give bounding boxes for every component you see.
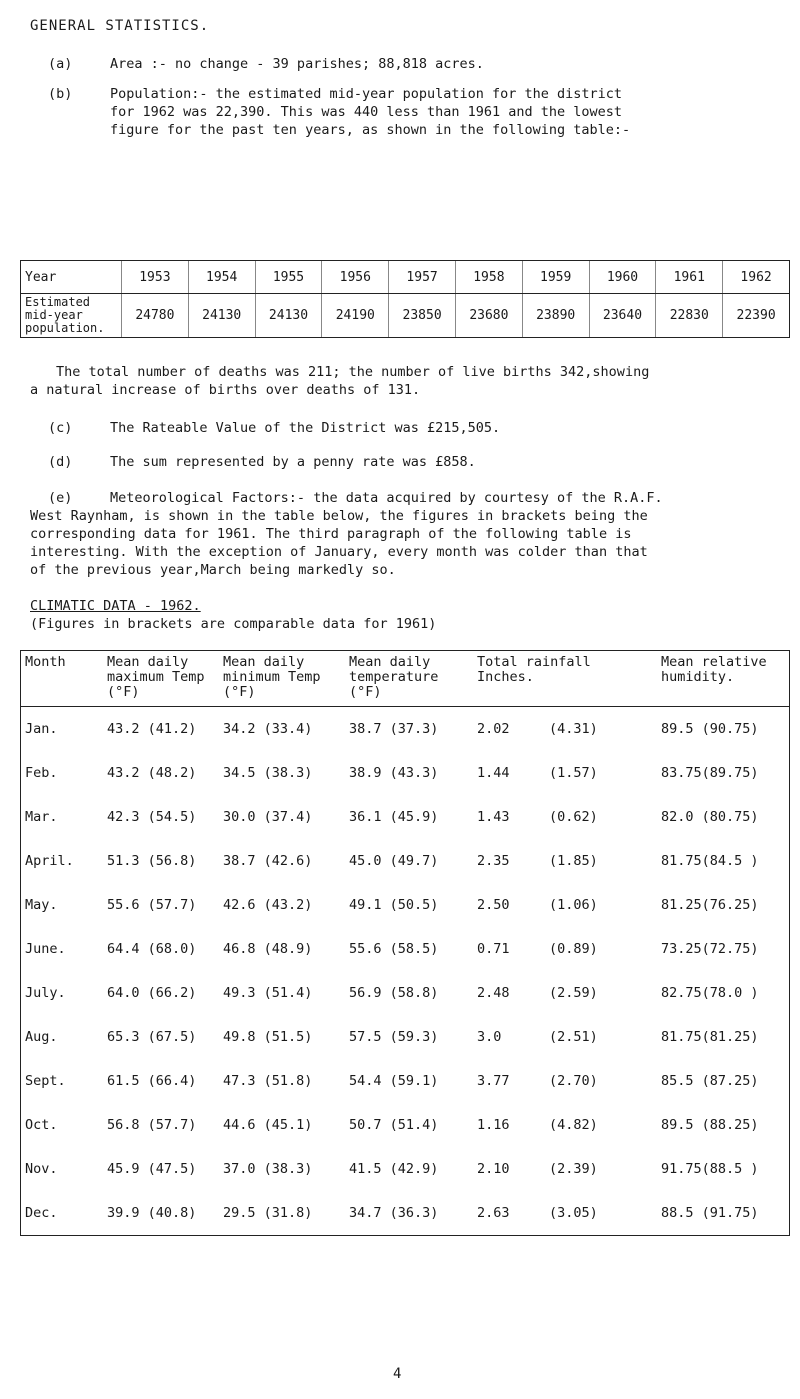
max-temp-cell: 43.2 (48.2) (107, 765, 197, 781)
population-table (20, 260, 790, 338)
mean-temp-cell: 55.6 (58.5) (349, 941, 439, 957)
climatic-row (21, 971, 790, 1015)
mean-temp-cell: 57.5 (59.3) (349, 1029, 439, 1045)
humidity-cell: 73.25(72.75) (657, 927, 790, 971)
rainfall-previous: (2.59) (549, 985, 598, 1001)
year-cell: 1955 (255, 261, 322, 294)
mean-temp-cell: 45.0 (49.7) (349, 853, 439, 869)
min-temp-cell: 37.0 (38.3) (223, 1161, 313, 1177)
min-temp-cell: 44.6 (45.1) (223, 1117, 313, 1133)
humidity-cell: 82.75(78.0 ) (657, 971, 790, 1015)
estimated-label-line: Estimated (25, 295, 91, 309)
item-e-line: Meteorological Factors:- the data acquired by courtesy of the R.A.F. (110, 490, 663, 506)
climatic-row (21, 1015, 790, 1059)
rainfall-cell (473, 795, 657, 839)
rainfall-previous: (0.89) (549, 941, 598, 957)
humidity-cell: 85.5 (87.25) (657, 1059, 790, 1103)
humidity-cell: 89.5 (90.75) (657, 707, 790, 752)
max-temp-cell: 55.6 (57.7) (107, 897, 197, 913)
climatic-row (21, 1191, 790, 1236)
rainfall-cell (473, 839, 657, 883)
max-temp-cell: 64.0 (66.2) (107, 985, 197, 1001)
rainfall-previous: (1.57) (549, 765, 598, 781)
climatic-row (21, 1059, 790, 1103)
climatic-table (20, 650, 790, 1236)
max-temp-cell: 61.5 (66.4) (107, 1073, 197, 1089)
min-temp-cell: 29.5 (31.8) (219, 1191, 345, 1236)
year-cell: 1958 (455, 261, 522, 294)
population-cell: 23680 (455, 294, 522, 338)
humidity-cell: 81.25(76.25) (657, 883, 790, 927)
min-temp-cell: 46.8 (48.9) (223, 941, 313, 957)
year-cell: 1953 (122, 261, 189, 294)
rainfall-previous: (2.39) (549, 1161, 598, 1177)
climatic-row (21, 751, 790, 795)
population-cell: 24130 (188, 294, 255, 338)
header-humidity: Mean relative humidity. (657, 651, 790, 707)
climatic-row (21, 883, 790, 927)
item-c-text: The Rateable Value of the District was £215,505. (110, 420, 501, 436)
year-cell: 1960 (589, 261, 656, 294)
year-label: Year (21, 261, 122, 294)
year-cell: 1959 (522, 261, 589, 294)
month-cell: April. (21, 839, 104, 883)
mean-temp-cell: 54.4 (59.1) (349, 1073, 439, 1089)
rainfall-previous: (3.05) (549, 1205, 598, 1221)
item-b-line: Population:- the estimated mid-year population for the district (110, 86, 623, 102)
mean-temp-cell: 41.5 (42.9) (349, 1161, 439, 1177)
deaths-line: The total number of deaths was 211; the number of live births 342,showing (56, 364, 650, 380)
rainfall-previous: (2.70) (549, 1073, 598, 1089)
item-b-label: (b) (48, 86, 73, 102)
humidity-cell: 82.0 (80.75) (657, 795, 790, 839)
mean-temp-cell: 38.9 (43.3) (349, 765, 439, 781)
rainfall-value: 3.0 (477, 1029, 502, 1045)
climatic-row (21, 795, 790, 839)
max-temp-cell: 45.9 (47.5) (107, 1161, 197, 1177)
month-cell: May. (21, 883, 104, 927)
max-temp-cell: 43.2 (41.2) (107, 721, 197, 737)
estimated-label-line: mid-year (25, 308, 83, 322)
climatic-body (21, 707, 790, 1236)
climatic-subtitle: (Figures in brackets are comparable data for 1961) (30, 616, 437, 632)
climatic-row (21, 1147, 790, 1191)
climatic-title: CLIMATIC DATA - 1962. (30, 598, 201, 614)
rainfall-cell (473, 1147, 657, 1191)
rainfall-value: 2.02 (477, 721, 510, 737)
rainfall-value: 1.43 (477, 809, 510, 825)
item-e-label: (e) (48, 490, 73, 506)
year-cell: 1954 (188, 261, 255, 294)
item-e-line: interesting. With the exception of January, every month was colder than that (30, 544, 648, 560)
min-temp-cell: 42.6 (43.2) (223, 897, 313, 913)
climatic-header-row (21, 651, 790, 707)
climatic-row (21, 707, 790, 752)
population-cell: 24190 (322, 294, 389, 338)
rainfall-value: 3.77 (477, 1073, 510, 1089)
humidity-cell: 88.5 (91.75) (657, 1191, 790, 1236)
year-cell: 1961 (656, 261, 723, 294)
page-number: 4 (393, 1366, 402, 1382)
humidity-cell: 81.75(84.5 ) (657, 839, 790, 883)
humidity-cell: 91.75(88.5 ) (657, 1147, 790, 1191)
population-cell: 24130 (255, 294, 322, 338)
humidity-cell: 89.5 (88.25) (657, 1103, 790, 1147)
month-cell: June. (21, 927, 104, 971)
item-e-line: corresponding data for 1961. The third paragraph of the following table is (30, 526, 632, 542)
rainfall-previous: (4.31) (549, 721, 598, 737)
climatic-row (21, 927, 790, 971)
month-cell: Jan. (21, 707, 104, 752)
item-a-label: (a) (48, 56, 73, 72)
estimated-label (21, 294, 122, 338)
rainfall-value: 2.48 (477, 985, 510, 1001)
item-e-line: of the previous year,March being markedly so. (30, 562, 396, 578)
year-cell: 1956 (322, 261, 389, 294)
population-cell: 24780 (122, 294, 189, 338)
humidity-cell: 81.75(81.25) (657, 1015, 790, 1059)
max-temp-cell: 51.3 (56.8) (107, 853, 197, 869)
rainfall-value: 2.63 (477, 1205, 510, 1221)
mean-temp-cell: 56.9 (58.8) (349, 985, 439, 1001)
month-cell: July. (21, 971, 104, 1015)
item-c-label: (c) (48, 420, 73, 436)
climatic-row (21, 1103, 790, 1147)
rainfall-previous: (1.85) (549, 853, 598, 869)
year-cell: 1962 (723, 261, 790, 294)
min-temp-cell: 47.3 (51.8) (223, 1073, 313, 1089)
rainfall-cell (473, 1191, 657, 1236)
item-a-text: Area :- no change - 39 parishes; 88,818 acres. (110, 56, 484, 72)
year-cell: 1957 (389, 261, 456, 294)
rainfall-value: 1.44 (477, 765, 510, 781)
mean-temp-cell: 49.1 (50.5) (349, 897, 439, 913)
rainfall-cell (473, 1059, 657, 1103)
min-temp-cell: 38.7 (42.6) (223, 853, 313, 869)
rainfall-cell (473, 927, 657, 971)
population-cell: 22390 (723, 294, 790, 338)
header-min: Mean daily minimum Temp (°F) (219, 651, 345, 707)
population-value-row (21, 294, 790, 338)
rainfall-previous: (2.51) (549, 1029, 598, 1045)
rainfall-value: 0.71 (477, 941, 510, 957)
mean-temp-cell: 36.1 (45.9) (349, 809, 439, 825)
max-temp-cell: 42.3 (54.5) (107, 809, 197, 825)
deaths-line: a natural increase of births over deaths of 131. (30, 382, 421, 398)
item-e-line: West Raynham, is shown in the table below, the figures in brackets being the (30, 508, 648, 524)
month-cell: Mar. (21, 795, 104, 839)
rainfall-cell (473, 751, 657, 795)
rainfall-value: 2.10 (477, 1161, 510, 1177)
min-temp-cell: 49.8 (51.5) (223, 1029, 313, 1045)
population-year-row (21, 261, 790, 294)
rainfall-cell (473, 971, 657, 1015)
min-temp-cell: 30.0 (37.4) (223, 809, 313, 825)
month-cell: Dec. (21, 1191, 104, 1236)
header-mean: Mean daily temperature (°F) (345, 651, 473, 707)
rainfall-cell (473, 1015, 657, 1059)
max-temp-cell: 39.9 (40.8) (103, 1191, 219, 1236)
population-cell: 23640 (589, 294, 656, 338)
rainfall-value: 2.50 (477, 897, 510, 913)
max-temp-cell: 64.4 (68.0) (107, 941, 197, 957)
item-d-text: The sum represented by a penny rate was £858. (110, 454, 476, 470)
page-heading: GENERAL STATISTICS. (30, 18, 210, 34)
population-cell: 23890 (522, 294, 589, 338)
header-max: Mean daily maximum Temp (°F) (103, 651, 219, 707)
population-cell: 22830 (656, 294, 723, 338)
mean-temp-cell: 50.7 (51.4) (349, 1117, 439, 1133)
month-cell: Nov. (21, 1147, 104, 1191)
item-b-line: for 1962 was 22,390. This was 440 less than 1961 and the lowest (110, 104, 623, 120)
rainfall-cell (473, 707, 657, 752)
month-cell: Sept. (21, 1059, 104, 1103)
mean-temp-cell: 38.7 (37.3) (349, 721, 439, 737)
population-cell: 23850 (389, 294, 456, 338)
humidity-cell: 83.75(89.75) (657, 751, 790, 795)
rainfall-previous: (1.06) (549, 897, 598, 913)
max-temp-cell: 65.3 (67.5) (107, 1029, 197, 1045)
month-cell: Oct. (21, 1103, 104, 1147)
rainfall-value: 1.16 (477, 1117, 510, 1133)
item-d-label: (d) (48, 454, 73, 470)
rainfall-value: 2.35 (477, 853, 510, 869)
rainfall-cell (473, 883, 657, 927)
month-cell: Aug. (21, 1015, 104, 1059)
climatic-row (21, 839, 790, 883)
rainfall-previous: (0.62) (549, 809, 598, 825)
item-b-line: figure for the past ten years, as shown in the following table:- (110, 122, 631, 138)
month-cell: Feb. (21, 751, 104, 795)
mean-temp-cell: 34.7 (36.3) (345, 1191, 473, 1236)
rainfall-previous: (4.82) (549, 1117, 598, 1133)
min-temp-cell: 34.2 (33.4) (223, 721, 313, 737)
header-rain: Total rainfall Inches. (473, 651, 657, 707)
estimated-label-line: population. (25, 321, 105, 335)
max-temp-cell: 56.8 (57.7) (107, 1117, 197, 1133)
rainfall-cell (473, 1103, 657, 1147)
header-month: Month (21, 651, 104, 707)
min-temp-cell: 49.3 (51.4) (223, 985, 313, 1001)
min-temp-cell: 34.5 (38.3) (223, 765, 313, 781)
